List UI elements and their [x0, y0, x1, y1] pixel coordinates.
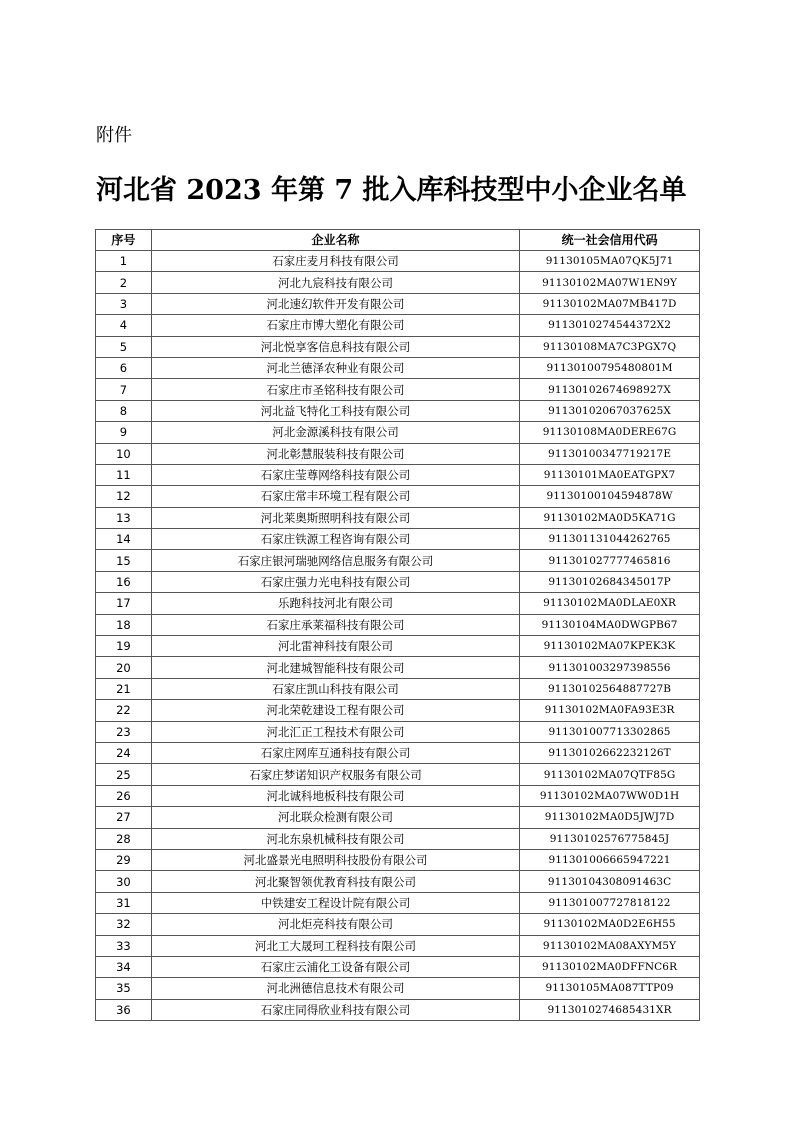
row-serial: 17 — [96, 593, 152, 614]
table-row — [96, 614, 700, 635]
row-serial: 24 — [96, 742, 152, 763]
row-company-name: 河北九宸科技有限公司 — [151, 272, 519, 293]
row-company-name: 河北汇正工程技术有限公司 — [151, 721, 519, 742]
row-credit-code: 91130100795480801M — [520, 357, 700, 378]
table-row — [96, 807, 700, 828]
table-row — [96, 336, 700, 357]
row-credit-code: 91130102MA08AXYM5Y — [520, 935, 700, 956]
row-company-name: 石家庄同得欣业科技有限公司 — [151, 999, 519, 1020]
row-credit-code: 911301027777465816 — [520, 550, 700, 571]
row-credit-code: 91130102684345017P — [520, 571, 700, 592]
row-company-name: 河北兰德泽农种业有限公司 — [151, 357, 519, 378]
table-body — [96, 251, 700, 1021]
row-serial: 21 — [96, 678, 152, 699]
row-serial: 1 — [96, 251, 152, 272]
row-company-name: 石家庄莹尊网络科技有限公司 — [151, 464, 519, 485]
row-serial: 30 — [96, 871, 152, 892]
row-credit-code: 91130102564887727B — [520, 678, 700, 699]
row-company-name: 河北荣乾建设工程有限公司 — [151, 700, 519, 721]
row-company-name: 石家庄云浦化工设备有限公司 — [151, 956, 519, 977]
row-credit-code: 91130102MA0DLAE0XR — [520, 593, 700, 614]
row-company-name: 河北诚科地板科技有限公司 — [151, 785, 519, 806]
row-company-name: 河北洲德信息技术有限公司 — [151, 978, 519, 999]
table-row — [96, 978, 700, 999]
table-row — [96, 914, 700, 935]
row-serial: 33 — [96, 935, 152, 956]
table-row — [96, 636, 700, 657]
row-company-name: 石家庄市圣铭科技有限公司 — [151, 379, 519, 400]
row-serial: 29 — [96, 849, 152, 870]
row-company-name: 河北联众检测有限公司 — [151, 807, 519, 828]
attachment-label: 附件 — [96, 125, 132, 146]
row-serial: 5 — [96, 336, 152, 357]
table-row — [96, 956, 700, 977]
row-credit-code: 9113010274685431XR — [520, 999, 700, 1020]
table-row — [96, 678, 700, 699]
table-row — [96, 571, 700, 592]
table-row — [96, 272, 700, 293]
row-company-name: 河北盛景光电照明科技股份有限公司 — [151, 849, 519, 870]
row-credit-code: 91130102MA0DFFNC6R — [520, 956, 700, 977]
table-row — [96, 999, 700, 1020]
table-row — [96, 400, 700, 421]
row-serial: 10 — [96, 443, 152, 464]
row-serial: 22 — [96, 700, 152, 721]
header-credit-code: 统一社会信用代码 — [520, 230, 700, 251]
row-credit-code: 91130102MA0D5JWJ7D — [520, 807, 700, 828]
row-company-name: 河北益飞特化工科技有限公司 — [151, 400, 519, 421]
row-serial: 20 — [96, 657, 152, 678]
row-serial: 18 — [96, 614, 152, 635]
table-row — [96, 507, 700, 528]
row-serial: 19 — [96, 636, 152, 657]
row-credit-code: 91130102MA0D2E6H55 — [520, 914, 700, 935]
row-credit-code: 91130100104594878W — [520, 486, 700, 507]
row-company-name: 石家庄强力光电科技有限公司 — [151, 571, 519, 592]
table-row — [96, 785, 700, 806]
row-serial: 15 — [96, 550, 152, 571]
row-serial: 26 — [96, 785, 152, 806]
table-row — [96, 764, 700, 785]
header-company-name: 企业名称 — [151, 230, 519, 251]
row-credit-code: 911301131044262765 — [520, 529, 700, 550]
table-row — [96, 849, 700, 870]
row-credit-code: 9113010274544372X2 — [520, 315, 700, 336]
row-credit-code: 91130104MA0DWGPB67 — [520, 614, 700, 635]
row-credit-code: 91130102MA07MB417D — [520, 293, 700, 314]
row-company-name: 河北东泉机械科技有限公司 — [151, 828, 519, 849]
row-credit-code: 91130102MA07QTF85G — [520, 764, 700, 785]
table-row — [96, 871, 700, 892]
table-row — [96, 422, 700, 443]
row-company-name: 河北聚智领优教育科技有限公司 — [151, 871, 519, 892]
row-serial: 35 — [96, 978, 152, 999]
table-row — [96, 593, 700, 614]
row-credit-code: 91130102MA07W1EN9Y — [520, 272, 700, 293]
row-serial: 13 — [96, 507, 152, 528]
row-credit-code: 91130101MA0EATGPX7 — [520, 464, 700, 485]
row-company-name: 河北速幻软件开发有限公司 — [151, 293, 519, 314]
row-credit-code: 911301007713302865 — [520, 721, 700, 742]
row-serial: 8 — [96, 400, 152, 421]
row-serial: 36 — [96, 999, 152, 1020]
row-serial: 16 — [96, 571, 152, 592]
row-company-name: 石家庄凯山科技有限公司 — [151, 678, 519, 699]
header-serial: 序号 — [96, 230, 152, 251]
row-credit-code: 91130104308091463C — [520, 871, 700, 892]
company-table — [95, 229, 700, 1021]
table-row — [96, 529, 700, 550]
row-credit-code: 91130100347719217E — [520, 443, 700, 464]
row-serial: 25 — [96, 764, 152, 785]
row-serial: 23 — [96, 721, 152, 742]
table-row — [96, 828, 700, 849]
table-row — [96, 486, 700, 507]
row-serial: 7 — [96, 379, 152, 400]
row-serial: 32 — [96, 914, 152, 935]
row-company-name: 石家庄常丰环境工程有限公司 — [151, 486, 519, 507]
table-row — [96, 892, 700, 913]
row-company-name: 河北雷神科技有限公司 — [151, 636, 519, 657]
row-credit-code: 91130102MA07KPEK3K — [520, 636, 700, 657]
row-serial: 3 — [96, 293, 152, 314]
row-company-name: 河北莱奥斯照明科技有限公司 — [151, 507, 519, 528]
row-company-name: 石家庄梦诺知识产权服务有限公司 — [151, 764, 519, 785]
row-serial: 12 — [96, 486, 152, 507]
row-credit-code: 91130102662232126T — [520, 742, 700, 763]
row-credit-code: 91130108MA0DERE67G — [520, 422, 700, 443]
row-serial: 2 — [96, 272, 152, 293]
table-row — [96, 721, 700, 742]
row-credit-code: 91130105MA087TTP09 — [520, 978, 700, 999]
row-serial: 28 — [96, 828, 152, 849]
table-row — [96, 742, 700, 763]
row-company-name: 河北建城智能科技有限公司 — [151, 657, 519, 678]
row-company-name: 石家庄承莱福科技有限公司 — [151, 614, 519, 635]
row-company-name: 河北悦享客信息科技有限公司 — [151, 336, 519, 357]
table-row — [96, 550, 700, 571]
table-row — [96, 251, 700, 272]
page-title: 河北省 2023 年第 7 批入库科技型中小企业名单 — [96, 175, 687, 206]
row-credit-code: 91130102MA0FA93E3R — [520, 700, 700, 721]
row-company-name: 石家庄网库互通科技有限公司 — [151, 742, 519, 763]
table-row — [96, 379, 700, 400]
row-company-name: 石家庄铁源工程咨询有限公司 — [151, 529, 519, 550]
row-serial: 14 — [96, 529, 152, 550]
row-company-name: 河北彰慧服装科技有限公司 — [151, 443, 519, 464]
row-serial: 11 — [96, 464, 152, 485]
table-row — [96, 700, 700, 721]
row-serial: 34 — [96, 956, 152, 977]
row-credit-code: 91130108MA7C3PGX7Q — [520, 336, 700, 357]
row-serial: 4 — [96, 315, 152, 336]
row-company-name: 乐跑科技河北有限公司 — [151, 593, 519, 614]
row-credit-code: 911301007727818122 — [520, 892, 700, 913]
row-credit-code: 91130102MA0D5KA71G — [520, 507, 700, 528]
table-row — [96, 657, 700, 678]
table-row — [96, 315, 700, 336]
row-company-name: 河北工大晟珂工程科技有限公司 — [151, 935, 519, 956]
row-serial: 6 — [96, 357, 152, 378]
table-row — [96, 443, 700, 464]
row-credit-code: 911301003297398556 — [520, 657, 700, 678]
row-credit-code: 91130105MA07QK5J71 — [520, 251, 700, 272]
table-row — [96, 464, 700, 485]
table-row — [96, 293, 700, 314]
row-credit-code: 91130102MA07WW0D1H — [520, 785, 700, 806]
table-row — [96, 357, 700, 378]
row-credit-code: 91130102674698927X — [520, 379, 700, 400]
table-row — [96, 935, 700, 956]
table-header-row — [96, 230, 700, 251]
row-serial: 27 — [96, 807, 152, 828]
row-company-name: 石家庄麦月科技有限公司 — [151, 251, 519, 272]
row-company-name: 中铁建安工程设计院有限公司 — [151, 892, 519, 913]
row-credit-code: 91130102067037625X — [520, 400, 700, 421]
row-company-name: 石家庄银河瑞驰网络信息服务有限公司 — [151, 550, 519, 571]
row-company-name: 河北炬亮科技有限公司 — [151, 914, 519, 935]
row-serial: 9 — [96, 422, 152, 443]
row-credit-code: 91130102576775845J — [520, 828, 700, 849]
row-credit-code: 911301006665947221 — [520, 849, 700, 870]
row-serial: 31 — [96, 892, 152, 913]
row-company-name: 石家庄市博大塑化有限公司 — [151, 315, 519, 336]
row-company-name: 河北金源溪科技有限公司 — [151, 422, 519, 443]
